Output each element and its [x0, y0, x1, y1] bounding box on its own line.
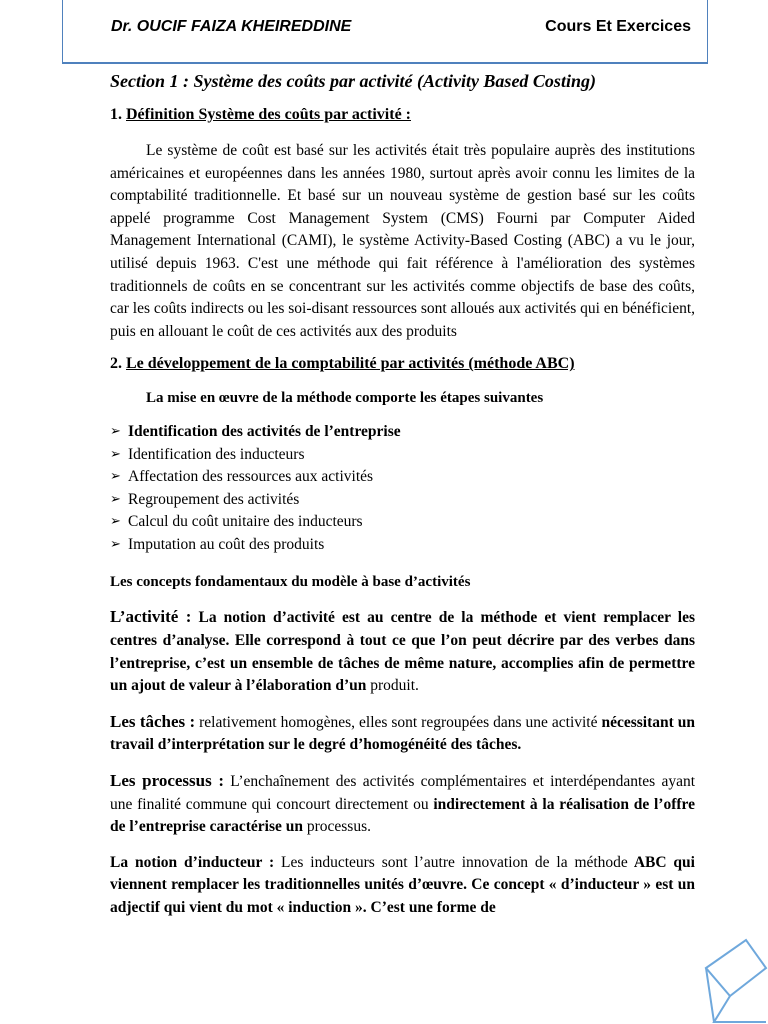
steps-list [110, 421, 695, 556]
arrow-bullet-icon: ➢ [110, 491, 121, 507]
development-heading-number: 2. [110, 355, 122, 373]
list-item: ➢ Identification des activités de l’entreprise [110, 421, 695, 444]
list-item: ➢ Regroupement des activités [110, 489, 695, 512]
definition-heading-number: 1. [110, 106, 122, 123]
definition-line: institutions américaines et européennes dans les années 1980, surtout après avoir [110, 142, 696, 182]
section-title: Section 1 : Système des coûts par activité (Activity Based Costing) [110, 71, 596, 91]
definition-line: Fourni par Computer Aided Management International (CAMI), le système [110, 209, 695, 250]
concept-term: Les processus : [110, 770, 225, 790]
definition-line: concentrant sur les activités comme objectifs de base des coûts, car les coûts [110, 277, 695, 318]
list-item: ➢ Imputation au coût des produits [110, 534, 695, 557]
definition-line: qui fait référence à l'amélioration des systèmes traditionnels de coûts en se [110, 254, 695, 295]
list-item: ➢ Calcul du coût unitaire des inducteurs [110, 511, 695, 534]
definition-line: de gestion basé sur les coûts appelé programme Cost Management System (CMS) [110, 187, 696, 227]
definition-line: puis en allouant le coût de ces activités aux des produits [110, 322, 457, 340]
concept-term: Les tâches : [110, 711, 196, 731]
list-item: ➢ Affectation des ressources aux activités [110, 466, 695, 489]
list-item: ➢ Identification des inducteurs [110, 444, 695, 467]
document-body [110, 67, 695, 919]
development-heading-text: Le développement de la comptabilité par activités (méthode ABC) [126, 355, 575, 373]
definition-line: Activity-Based Costing (ABC) a vu le jour, utilisé depuis 1963. C'est une méthode [110, 232, 695, 272]
concept-activite: L’activité : La notion d’activité est au centre de la méthode et vient remplacer les centres d’analyse. Elle correspond à tout ce que l’on peut décrire par des verbes dans l’entreprise, c’est un ensemble de tâches de même nature, accomplies afin de permettre un ajout de valeur à l’élaboration d’un produit. [110, 607, 695, 695]
concept-term: La notion d’inducteur : [110, 853, 275, 871]
concept-term: L’activité : [110, 607, 192, 627]
concept-taches: Les tâches : relativement homogènes, elles sont regroupées dans une activité nécessitant un travail d’interprétation sur le degré d’homogénéité des tâches. [110, 711, 696, 754]
page-header [62, 0, 708, 64]
concept-processus: Les processus : L’enchaînement des activités complémentaires et interdépendantes ayant une finalité commune qui concourt directement ou indirectement à la réalisation de l’offre de l’entreprise caractérise un processus. [110, 770, 696, 836]
definition-heading-text: Définition Système des coûts par activité : [126, 106, 411, 123]
arrow-bullet-icon: ➢ [110, 514, 121, 530]
definition-line: indirects ou les soi-disant ressources sont alloués aux activités qui en bénéficient, [190, 300, 696, 318]
arrow-bullet-icon: ➢ [110, 469, 121, 485]
arrow-bullet-icon: ➢ [110, 446, 121, 462]
arrow-bullet-icon: ➢ [110, 424, 121, 440]
definition-heading [110, 104, 695, 126]
definition-line: connu les limites de la comptabilité traditionnelle. Et basé sur un nouveau système [110, 164, 696, 205]
header-course-title: Cours Et Exercices [545, 18, 691, 35]
page-corner-pencil-icon [700, 938, 768, 1024]
definition-paragraph [110, 140, 695, 343]
concepts-title: Les concepts fondamentaux du modèle à base d’activités [110, 574, 471, 591]
development-heading [110, 353, 695, 375]
definition-line: Le système de coût est basé sur les activités était très populaire auprès des [146, 142, 622, 159]
header-author: Dr. OUCIF FAIZA KHEIREDDINE [111, 18, 352, 35]
arrow-bullet-icon: ➢ [110, 536, 121, 552]
concept-inducteur: La notion d’inducteur : Les inducteurs sont l’autre innovation de la méthode ABC qui viennent remplacer les traditionnelles unités d’œuvre. Ce concept « d’inducteur » est un adjectif qui vient du mot « induction ». C’est une forme de [110, 853, 695, 916]
development-intro: La mise en œuvre de la méthode comporte les étapes suivantes [146, 390, 544, 407]
